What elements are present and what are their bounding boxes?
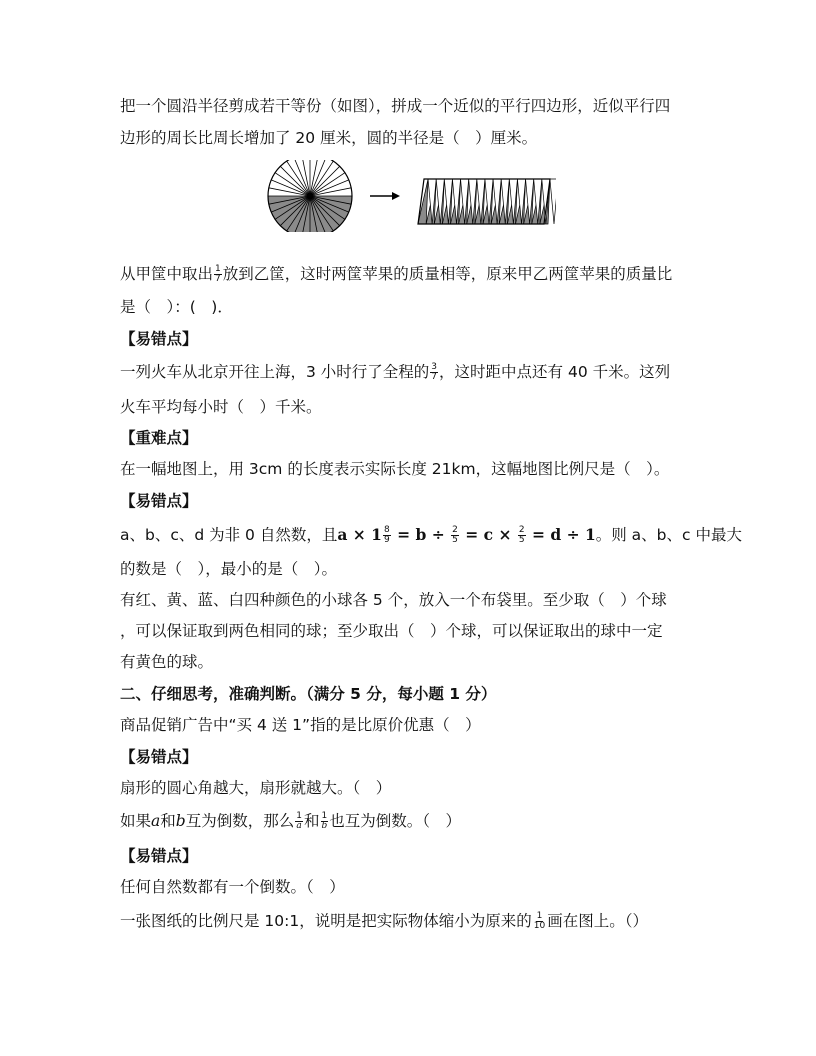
circle-to-parallelogram-figure [266,160,556,232]
judgement-3-text-2: 和 [160,812,176,830]
fraction-numerator: 2 [452,525,458,535]
fraction-numerator: 3 [431,362,438,372]
math-expr-1: a × 1 [337,525,382,544]
math-expr-4: = d ÷ 1 [526,525,596,544]
judgement-5 [120,910,648,932]
fraction-denominator: 7 [215,274,221,284]
fraction-denominator: 5 [518,535,525,545]
tag-error-prone-4: 【易错点】 [120,847,198,865]
math-expr-2: = b ÷ [391,525,451,544]
circle-radius-line [302,160,310,196]
arrow-icon [370,192,400,200]
question-6-line-1: 有红、黄、蓝、白四种颜色的小球各 5 个，放入一个布袋里。至少取（ ）个球 [120,591,667,609]
judgement-3-text-4: 和 [303,812,320,830]
question-5-line-1 [120,524,742,546]
fraction-eight-ninths [383,526,391,545]
question-5-text-after: 。则 a、b、c 中最大 [595,526,742,544]
judgement-4: 任何自然数都有一个倒数。（ ） [120,878,345,896]
fraction-numerator: 8 [383,525,390,535]
question-3-text-before: 一列火车从北京开往上海，3 小时行了全程的 [120,363,430,381]
fraction-one-seventh [214,265,222,284]
judgement-2: 扇形的圆心角越大，扇形就越大。（ ） [120,779,392,797]
judgement-1: 商品促销广告中“买 4 送 1”指的是比原价优惠（ ） [120,716,481,734]
fraction-one-over-a [295,812,303,831]
judgement-3-text-3: 互为倒数，那么 [185,812,295,830]
fraction-numerator: 1 [215,264,221,274]
circle-radius-line [310,160,318,196]
fraction-numerator: 1 [321,811,328,821]
tag-error-prone-1: 【易错点】 [120,330,198,348]
circle-center [307,193,313,199]
fraction-numerator: 1 [296,811,302,821]
sector-down [550,179,556,224]
fraction-numerator: 2 [518,525,525,535]
section-2-heading: 二、仔细思考，准确判断。（满分 5 分，每小题 1 分） [120,685,497,703]
fraction-denominator: 9 [383,535,390,545]
approximate-parallelogram [418,179,556,224]
judgement-3 [120,810,461,832]
math-expr-3: = c × [459,525,517,544]
circle-radius-line [280,166,310,196]
judgement-3-text-5: 也互为倒数。（ ） [329,812,462,830]
variable-b: b [175,812,186,830]
tag-error-prone-3: 【易错点】 [120,748,198,766]
fraction-denominator: 10 [533,921,546,931]
fraction-denominator: b [321,821,328,831]
question-3-text-after: ，这时距中点还有 40 千米。这列 [439,363,671,381]
fraction-three-sevenths [430,363,438,382]
question-2-text-before: 从甲筐中取出 [120,265,214,283]
tag-error-prone-2: 【易错点】 [120,492,198,510]
judgement-5-text-after: 画在图上。（） [547,912,648,930]
question-2-text-after: 放到乙筐，这时两筐苹果的质量相等，原来甲乙两筐苹果的质量比 [222,265,673,283]
tag-key-difficult: 【重难点】 [120,429,198,447]
fraction-denominator: 7 [431,372,438,382]
judgement-5-text-before: 一张图纸的比例尺是 10:1，说明是把实际物体缩小为原来的 [120,912,532,930]
question-4: 在一幅地图上，用 3cm 的长度表示实际长度 21km，这幅地图比例尺是（ ）。 [120,460,670,478]
question-6-line-2: ，可以保证取到两色相同的球；至少取出（ ）个球，可以保证取出的球中一定 [120,622,663,640]
question-5-text-before: a、b、c、d 为非 0 自然数，且 [120,526,338,544]
circle-radius-line [310,166,340,196]
fraction-one-tenth [533,912,546,931]
question-6-line-3: 有黄色的球。 [120,653,214,671]
fraction-one-over-b [320,812,328,831]
question-1-line-2: 边形的周长比周长增加了 20 厘米，圆的半径是（ ）厘米。 [120,129,538,147]
fraction-denominator: 5 [452,535,458,545]
fraction-two-fifths-a [451,526,459,545]
fraction-numerator: 1 [536,911,543,921]
judgement-3-text-1: 如果 [120,812,152,830]
question-1-line-1: 把一个圆沿半径剪成若干等份（如图），拼成一个近似的平行四边形，近似平行四 [120,97,671,115]
question-2-line-2: 是（ ）：( )． [120,298,233,316]
question-2-line-1 [120,263,672,285]
fraction-denominator: a [296,821,302,831]
question-3-line-2: 火车平均每小时（ ）千米。 [120,398,322,416]
sectored-circle [268,160,352,232]
question-5-line-2: 的数是（ ），最小的是（ ）。 [120,560,338,578]
variable-a: a [151,812,161,830]
question-3-line-1 [120,361,670,383]
fraction-two-fifths-b [518,526,526,545]
